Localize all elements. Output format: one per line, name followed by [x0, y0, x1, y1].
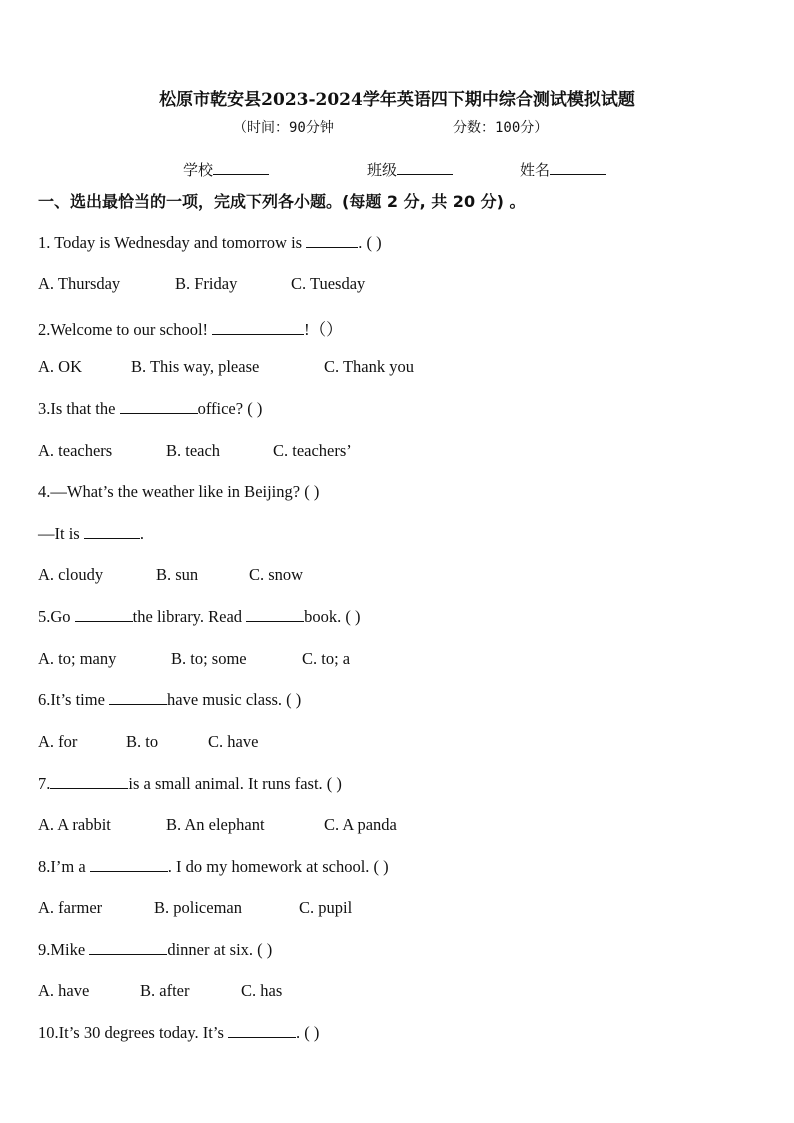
name-field	[520, 159, 606, 180]
option-c: C. Thank you	[324, 357, 414, 376]
question-text: !（）	[304, 320, 343, 339]
option-b: B. to	[126, 732, 159, 751]
answer-blank	[306, 233, 358, 248]
option-c: C. A panda	[324, 815, 397, 834]
option-a: A. OK	[38, 357, 82, 376]
option-a: A. Thursday	[38, 274, 121, 293]
options-5	[38, 649, 350, 669]
answer-blank	[90, 857, 168, 872]
answer-blank	[120, 399, 198, 414]
option-c: C. pupil	[299, 898, 353, 917]
question-text: 8.I’m a	[38, 857, 90, 876]
answer-blank	[228, 1023, 296, 1038]
question-text: . ( )	[358, 233, 382, 252]
question-7	[38, 774, 342, 794]
question-text: 4.—What’s the weather like in Beijing? ( )	[38, 482, 320, 501]
question-text: . ( )	[296, 1023, 320, 1042]
options-6	[38, 732, 258, 752]
option-a: A. farmer	[38, 898, 103, 917]
option-c: C. snow	[249, 565, 304, 584]
question-3	[38, 399, 262, 419]
question-text: —It is	[38, 524, 84, 543]
question-text: .	[139, 524, 144, 543]
question-9	[38, 940, 272, 960]
question-text: office? ( )	[197, 399, 263, 418]
school-blank	[213, 160, 269, 175]
question-2	[38, 316, 343, 340]
class-field	[367, 159, 453, 180]
option-a: A. cloudy	[38, 565, 104, 584]
question-5	[38, 607, 361, 627]
question-text: 1. Today is Wednesday and tomorrow is	[38, 233, 307, 252]
name-blank	[550, 160, 606, 175]
school-field	[183, 159, 269, 180]
option-b: B. An elephant	[166, 815, 265, 834]
options-2	[38, 357, 414, 377]
answer-blank	[84, 524, 140, 539]
question-text: 3.Is that the	[38, 399, 120, 418]
option-a: A. for	[38, 732, 78, 751]
option-b: B. policeman	[154, 898, 242, 917]
question-text: 10.It’s 30 degrees today. It’s	[38, 1023, 229, 1042]
question-text: 9.Mike	[38, 940, 90, 959]
option-a: A. A rabbit	[38, 815, 111, 834]
options-9	[38, 981, 282, 1001]
answer-blank	[109, 690, 167, 705]
question-10	[38, 1023, 319, 1043]
option-c: C. teachers’	[273, 441, 352, 460]
option-a: A. have	[38, 981, 90, 1000]
name-label: 姓名	[520, 161, 551, 179]
question-text: . I do my homework at school. ( )	[167, 857, 389, 876]
question-4-reply	[38, 524, 144, 544]
option-a: A. to; many	[38, 649, 117, 668]
question-1	[38, 233, 382, 253]
option-c: C. to; a	[302, 649, 351, 668]
option-b: B. to; some	[171, 649, 247, 668]
question-text: 6.It’s time	[38, 690, 110, 709]
exam-title: 松原市乾安县2023-2024学年英语四下期中综合测试模拟试题	[159, 90, 635, 110]
option-c: C. Tuesday	[291, 274, 366, 293]
options-4	[38, 565, 303, 585]
option-c: C. has	[241, 981, 283, 1000]
exam-time: （时间：90分钟	[233, 120, 334, 136]
answer-blank	[50, 774, 128, 789]
options-1	[38, 274, 365, 294]
question-text: dinner at six. ( )	[167, 940, 273, 959]
exam-score: 分数：100分）	[453, 120, 549, 136]
option-c: C. have	[208, 732, 259, 751]
answer-blank	[212, 320, 304, 335]
question-text: the library. Read	[132, 607, 247, 626]
option-b: B. teach	[166, 441, 221, 460]
options-8	[38, 898, 352, 918]
answer-blank	[246, 607, 304, 622]
question-text: 7.	[38, 774, 51, 793]
question-text: is a small animal. It runs fast. ( )	[128, 774, 342, 793]
question-text: book. ( )	[304, 607, 361, 626]
option-b: B. Friday	[175, 274, 238, 293]
school-label: 学校	[183, 161, 214, 179]
answer-blank	[89, 940, 167, 955]
question-4	[38, 482, 319, 502]
option-b: B. This way, please	[131, 357, 260, 376]
question-text: have music class. ( )	[167, 690, 302, 709]
section-heading: 一、选出最恰当的一项，完成下列各小题。(每题 2 分, 共 20 分) 。	[38, 192, 526, 211]
answer-blank	[75, 607, 133, 622]
class-label: 班级	[367, 161, 398, 179]
class-blank	[397, 160, 453, 175]
option-a: A. teachers	[38, 441, 113, 460]
question-text: 2.Welcome to our school!	[38, 320, 213, 339]
options-7	[38, 815, 397, 835]
option-b: B. after	[140, 981, 190, 1000]
option-b: B. sun	[156, 565, 199, 584]
question-6	[38, 690, 301, 710]
question-text: 5.Go	[38, 607, 75, 626]
options-3	[38, 441, 352, 461]
question-8	[38, 857, 389, 877]
